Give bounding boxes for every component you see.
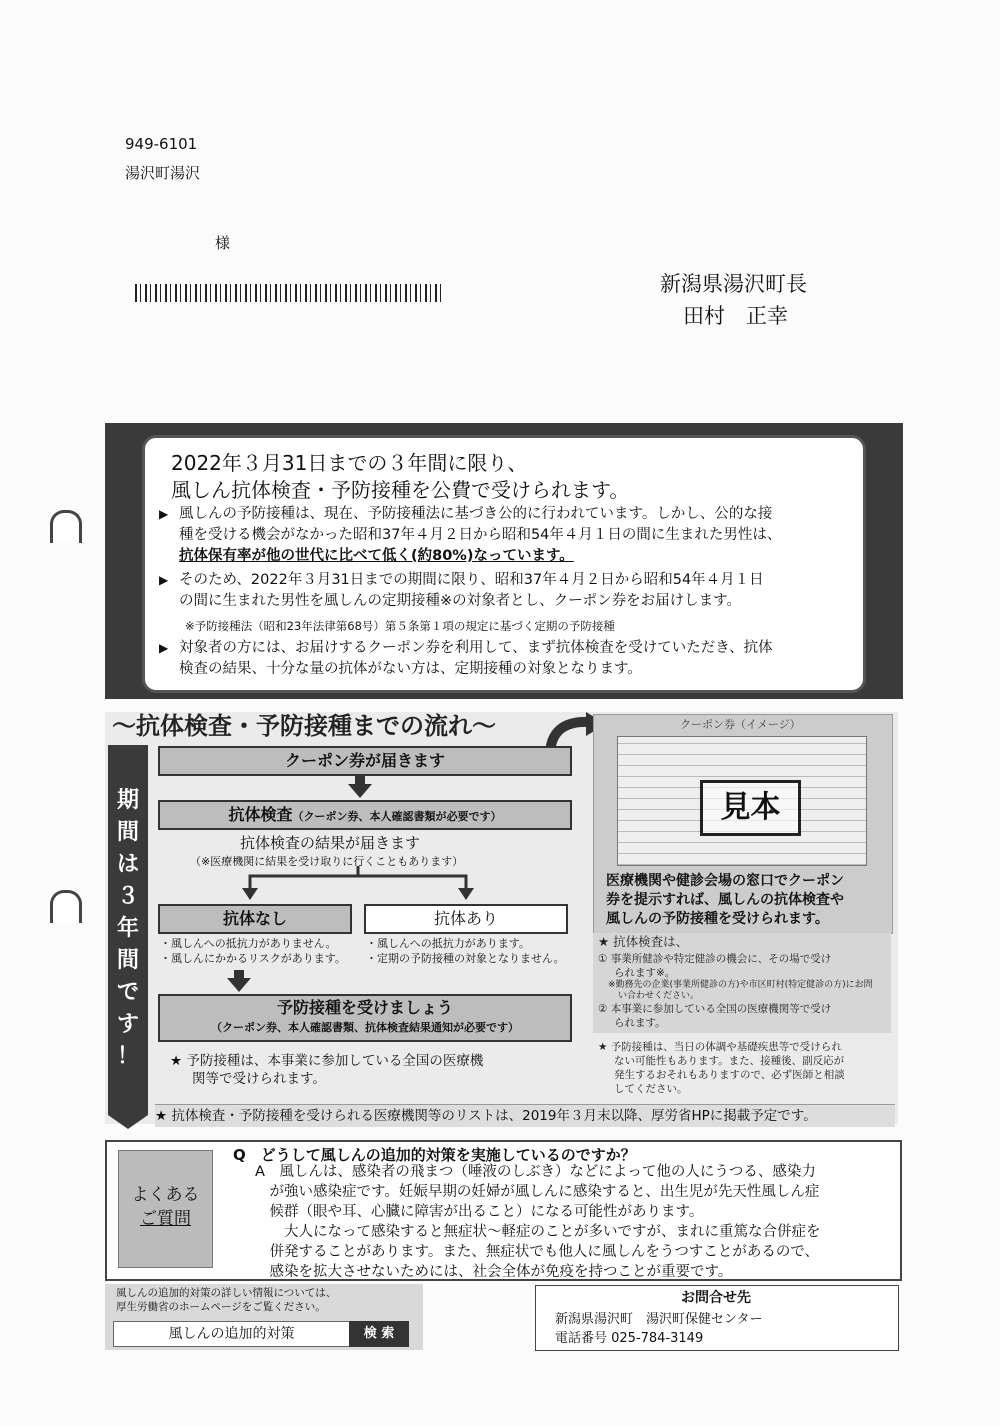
branch-arrows-icon bbox=[230, 866, 490, 900]
coupon-caption bbox=[606, 872, 886, 929]
vaccination-note-2: 関等で受けられます。 bbox=[192, 1071, 326, 1087]
clinic-list-note: ★ 抗体検査・予防接種を受けられる医療機関等のリストは、2019年３月末以降、厚労省HPに掲載予定です。 bbox=[155, 1104, 895, 1127]
recipient-address: 湯沢町湯沢 bbox=[125, 164, 201, 182]
has-antibody-notes bbox=[366, 936, 565, 966]
step-vaccination bbox=[158, 994, 572, 1042]
step2-sub: （クーポン券、本人確認書類が必要です） bbox=[292, 810, 502, 823]
caution-1: ★ 予防接種は、当日の体調や基礎疾患等で受けられ bbox=[598, 1041, 842, 1053]
postal-code: 949-6101 bbox=[125, 135, 198, 153]
no-antibody-notes bbox=[160, 936, 346, 966]
has-antibody-note-1: ・風しんへの抵抗力があります。 bbox=[366, 937, 530, 950]
p1-line3: 抗体保有率が他の世代に比べて低く(約80%)なっています。 bbox=[179, 548, 574, 564]
info-line-1: 風しんの追加的対策の詳しい情報については、 bbox=[116, 1287, 337, 1299]
option-1-note-b: い合わせください。 bbox=[618, 991, 700, 1001]
faq-answer-5: 併発することがあります。また、無症状でも他人に風しんをうつすことがあるので、 bbox=[255, 1244, 820, 1260]
faq-label-1: よくある bbox=[131, 1185, 200, 1205]
p1-line1: 風しんの予防接種は、現在、予防接種法に基づき公的に行われています。しかし、公的な接 bbox=[179, 506, 773, 522]
contact-org: 新潟県湯沢町 湯沢町保健センター bbox=[555, 1312, 763, 1327]
step3-main: 予防接種を受けましょう bbox=[276, 998, 453, 1017]
step-coupon: クーポン券が届きます bbox=[158, 746, 572, 776]
faq-answer-6: 感染を拡大させないためには、社会全体が免疫を持つことが重要です。 bbox=[255, 1264, 733, 1280]
faq-label-2: ご質問 bbox=[140, 1209, 191, 1229]
option-2b: られます。 bbox=[614, 1017, 666, 1029]
honorific: 様 bbox=[215, 234, 231, 252]
no-antibody-note-1: ・風しんへの抵抗力がありません。 bbox=[160, 937, 337, 950]
step-antibody-test bbox=[158, 800, 572, 830]
paragraph-1 bbox=[159, 504, 849, 567]
headline-line1: 2022年３月31日までの３年間に限り、 bbox=[171, 451, 528, 475]
caution-2: ない可能性もあります。また、接種後、副反応が bbox=[614, 1055, 845, 1067]
coupon-caption-1: 医療機関や健診会場の窓口でクーポン bbox=[606, 873, 844, 889]
paragraph-3 bbox=[159, 638, 849, 680]
faq-answer-2: が強い感染症です。妊娠早期の妊婦が風しんに感染すると、出生児が先天性風しん症 bbox=[255, 1184, 820, 1200]
branch-has-antibody: 抗体あり bbox=[364, 904, 568, 934]
triangle-bullet-icon: ▶ bbox=[159, 507, 169, 521]
caution-3: 発生するおそれもありますので、必ず医師と相談 bbox=[614, 1069, 845, 1081]
side-bar-arrow-icon bbox=[108, 1115, 148, 1129]
coupon-caption-3: 風しんの予防接種を受けられます。 bbox=[606, 911, 829, 927]
faq-answer bbox=[255, 1162, 895, 1282]
result-notice: 抗体検査の結果が届きます bbox=[240, 834, 421, 852]
option-1b: られます※。 bbox=[614, 967, 676, 979]
info-line-2: 厚生労働省のホームページをご覧ください。 bbox=[116, 1301, 326, 1313]
sender-name: 田村 正幸 bbox=[683, 304, 788, 328]
coupon-image-label: クーポン券（イメージ） bbox=[680, 718, 801, 731]
step2-main: 抗体検査 bbox=[228, 805, 293, 824]
antibody-test-title: ★ 抗体検査は、 bbox=[598, 934, 689, 949]
paragraph-2 bbox=[159, 570, 849, 612]
p2-line1: そのため、2022年３月31日までの期間に限り、昭和37年４月２日から昭和54年４月１日 bbox=[179, 572, 764, 588]
postal-barcode bbox=[135, 284, 445, 302]
arrow-stem bbox=[355, 774, 365, 784]
flow-title: ～抗体検査・予防接種までの流れ～ bbox=[112, 712, 496, 740]
p2-line2: の間に生まれた男性を風しんの定期接種※の対象者とし、クーポン券をお届けします。 bbox=[179, 593, 741, 609]
search-button: 検 索 bbox=[349, 1321, 409, 1347]
p3-line1: 対象者の方には、お届けするクーポン券を利用して、まず抗体検査を受けていただき、抗体 bbox=[179, 640, 773, 656]
p3-line2: 検査の結果、十分な量の抗体がない方は、定期接種の対象となります。 bbox=[179, 661, 642, 677]
contact-title: お問合せ先 bbox=[681, 1290, 751, 1306]
search-term-box: 風しんの追加的対策 bbox=[113, 1321, 350, 1347]
step3-sub: （クーポン券、本人確認書類、抗体検査結果通知が必要です） bbox=[211, 1021, 519, 1034]
down-arrow-icon bbox=[348, 784, 372, 798]
vaccination-note bbox=[170, 1052, 483, 1088]
p1-line2: 種を受ける機会がなかった昭和37年４月２日から昭和54年４月１日の間に生まれた男性は、 bbox=[179, 527, 782, 543]
option-2a: ② 本事業に参加している全国の医療機関等で受け bbox=[598, 1003, 832, 1015]
sample-stamp: 見本 bbox=[700, 780, 801, 836]
option-1-note-a: ※勤務先の企業(事業所健診の方)や市区町村(特定健診の方)にお問 bbox=[608, 980, 873, 990]
contact-phone: 電話番号 025-784-3149 bbox=[555, 1331, 704, 1346]
has-antibody-note-2: ・定期の予防接種の対象となりません。 bbox=[366, 952, 565, 965]
branch-no-antibody: 抗体なし bbox=[158, 904, 352, 934]
mhlw-info-text bbox=[116, 1286, 336, 1314]
down-arrow-icon bbox=[227, 978, 251, 992]
vaccination-note-1: ★ 予防接種は、本事業に参加している全国の医療機 bbox=[170, 1053, 484, 1069]
period-side-label: 期 間 は ３ 年 間 で す ！ bbox=[116, 788, 139, 1069]
faq-answer-1: A 風しんは、感染者の飛まつ（唾液のしぶき）などによって他の人にうつる、感染力 bbox=[255, 1164, 816, 1180]
punch-hole bbox=[50, 510, 82, 543]
faq-answer-3: 候群（眼や耳、心臓に障害が出ること）になる可能性があります。 bbox=[255, 1204, 704, 1220]
faq-question: Q どうして風しんの追加的対策を実施しているのですか？ bbox=[233, 1146, 636, 1164]
triangle-bullet-icon: ▶ bbox=[159, 573, 169, 587]
caution-4: してください。 bbox=[614, 1083, 688, 1095]
punch-hole bbox=[50, 890, 82, 923]
antibody-test-options bbox=[598, 952, 873, 1030]
faq-label bbox=[118, 1150, 213, 1268]
result-note: （※医療機関に結果を受け取りに行くこともあります） bbox=[190, 855, 464, 868]
triangle-bullet-icon: ▶ bbox=[159, 641, 169, 655]
option-1a: ① 事業所健診や特定健診の機会に、その場で受け bbox=[598, 953, 832, 965]
faq-answer-4: 大人になって感染すると無症状～軽症のことが多いですが、まれに重篤な合併症を bbox=[255, 1224, 821, 1240]
law-footnote: ※予防接種法（昭和23年法律第68号）第５条第１項の規定に基づく定期の予防接種 bbox=[185, 619, 615, 633]
sender-title: 新潟県湯沢町長 bbox=[660, 272, 807, 296]
headline-line2: 風しん抗体検査・予防接種を公費で受けられます。 bbox=[171, 478, 630, 502]
vaccination-caution bbox=[598, 1040, 845, 1096]
coupon-caption-2: 券を提示すれば、風しんの抗体検査や bbox=[606, 892, 844, 908]
notice-headline bbox=[171, 450, 629, 504]
notice-box bbox=[142, 435, 866, 693]
no-antibody-note-2: ・風しんにかかるリスクがあります。 bbox=[160, 952, 346, 965]
